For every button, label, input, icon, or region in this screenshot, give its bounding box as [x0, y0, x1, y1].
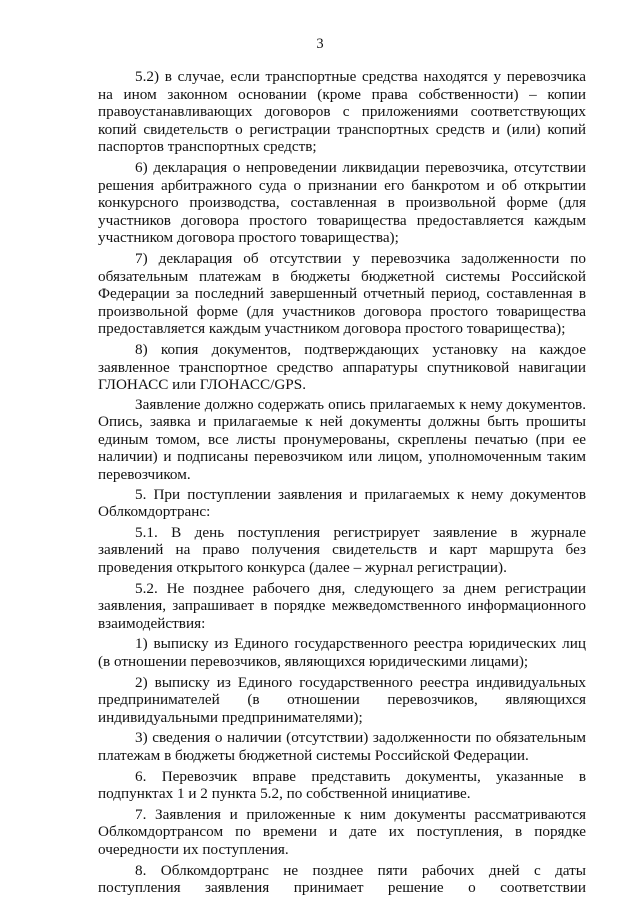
paragraph-5-on-receipt: 5. При поступлении заявления и прилагаемых к нему документов Облкомдортранс:	[98, 485, 586, 521]
paragraph-8-glonass-documents: 8) копия документов, подтверждающих установку на каждое заявленное транспортное средство аппаратуры спутниковой навигации ГЛОНАСС или ГЛОНАСС/GPS.	[98, 340, 586, 394]
paragraph-5-2-vehicles-other-basis: 5.2) в случае, если транспортные средства находятся у перевозчика на ином законном основании (кроме права собственности) – копии правоустанавливающих договоров с приложениями соответствующих копий свидетельств о регистрации транспортных средств и (или) копий паспортов транспортных средств;	[98, 68, 586, 156]
paragraph-5-2-interagency-request: 5.2. Не позднее рабочего дня, следующего за днем регистрации заявления, запрашивает в порядке межведомственного информационного взаимодействия:	[98, 579, 586, 632]
paragraph-6-carrier-right: 6. Перевозчик вправе представить документы, указанные в подпунктах 1 и 2 пункта 5.2, по собственной инициативе.	[98, 767, 586, 803]
paragraph-7-no-debt-declaration: 7) декларация об отсутствии у перевозчика задолженности по обязательным платежам в бюджеты бюджетной системы Российской Федерации за последний завершенный отчетный период, составленная в произвольной форме (для участников договора простого товарищества предоставляется каждым участником договора простого товарищества);	[98, 249, 586, 338]
paragraph-3-debt-information: 3) сведения о наличии (отсутствии) задолженности по обязательным платежам в бюджеты бюджетной системы Российской Федерации.	[98, 729, 586, 764]
paragraph-8-decision: 8. Облкомдортранс не позднее пяти рабочих дней с даты поступления заявления принимает решение о соответствии	[98, 861, 586, 897]
paragraph-6-no-liquidation-declaration: 6) декларация о непроведении ликвидации перевозчика, отсутствии решения арбитражного суда о признании его банкротом и об открытии конкурсного производства, составленная в произвольной форме (для участников договора простого товарищества предоставляется каждым участником договора простого товарищества);	[98, 158, 586, 247]
document-body	[98, 68, 586, 900]
page-number: 3	[316, 36, 324, 52]
paragraph-1-legal-entities-extract: 1) выписку из Единого государственного реестра юридических лиц (в отношении перевозчиков, являющихся юридическими лицами);	[98, 635, 586, 670]
paragraph-2-entrepreneurs-extract: 2) выписку из Единого государственного реестра индивидуальных предпринимателей (в отношении перевозчиков, являющихся индивидуальными предпринимателями);	[98, 673, 586, 726]
paragraph-application-inventory: Заявление должно содержать опись прилагаемых к нему документов. Опись, заявка и прилагаемые к ней документы должны быть прошиты единым томом, все листы пронумерованы, скреплены печатью (при ее наличии) и подписаны перевозчиком или лицом, уполномоченным таким перевозчиком.	[98, 395, 586, 484]
paragraph-5-1-registration: 5.1. В день поступления регистрирует заявление в журнале заявлений на право получения свидетельств и карт маршрута без проведения открытого конкурса (далее – журнал регистрации).	[98, 523, 586, 577]
paragraph-7-review-order: 7. Заявления и приложенные к ним документы рассматриваются Облкомдортрансом по времени и дате их поступления, в порядке очередности их поступления.	[98, 805, 586, 858]
